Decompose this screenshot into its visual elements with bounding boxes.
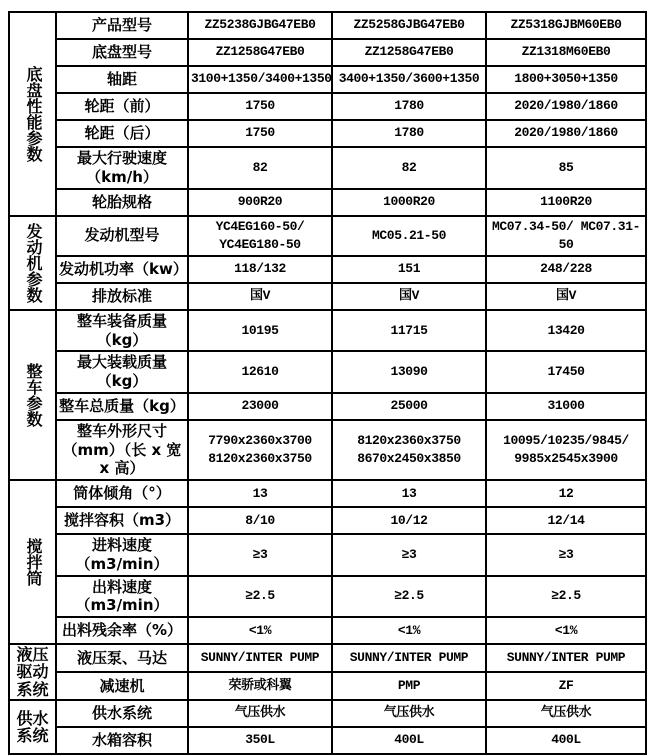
- value-cell: 17450: [486, 351, 646, 393]
- value-cell: 25000: [332, 393, 486, 420]
- row-label: 整车总质量（kg）: [56, 393, 188, 420]
- value-cell: ≥3: [188, 534, 332, 576]
- spec-row: [9, 393, 646, 420]
- spec-row: [9, 507, 646, 534]
- value-cell: 12/14: [486, 507, 646, 534]
- row-label: 减速机: [56, 672, 188, 700]
- spec-row: [9, 700, 646, 727]
- spec-row: [9, 256, 646, 283]
- value-cell: SUNNY/INTER PUMP: [188, 644, 332, 672]
- value-cell: 13: [188, 480, 332, 507]
- spec-row: [9, 66, 646, 93]
- value-cell: 118/132: [188, 256, 332, 283]
- row-label: 水箱容积: [56, 727, 188, 754]
- value-cell: 10/12: [332, 507, 486, 534]
- value-cell: 国V: [188, 283, 332, 310]
- row-label: 整车装备质量（kg）: [56, 310, 188, 352]
- row-label: 产品型号: [56, 12, 188, 39]
- row-label: 发动机功率（kw）: [56, 256, 188, 283]
- value-cell: 8120x2360x3750 8670x2450x3850: [332, 420, 486, 480]
- value-cell: MC07.34-50/ MC07.31-50: [486, 216, 646, 256]
- value-cell: ≥3: [486, 534, 646, 576]
- group-water-label: 供水系统: [16, 708, 49, 745]
- value-cell: 10095/10235/9845/ 9985x2545x3900: [486, 420, 646, 480]
- spec-row: [9, 480, 646, 507]
- value-cell: 2020/1980/1860: [486, 120, 646, 147]
- spec-row: [9, 147, 646, 189]
- value-cell: 31000: [486, 393, 646, 420]
- spec-row: [9, 351, 646, 393]
- value-cell: ZZ5318GJBM60EB0: [486, 12, 646, 39]
- group-water-cell: [9, 700, 56, 754]
- value-cell: 气压供水: [486, 700, 646, 727]
- spec-row: [9, 120, 646, 147]
- value-cell: 13420: [486, 310, 646, 352]
- spec-row: [9, 93, 646, 120]
- value-cell: 151: [332, 256, 486, 283]
- row-label: 轮距（前）: [56, 93, 188, 120]
- spec-row: [9, 576, 646, 618]
- value-cell: ZZ5258GJBG47EB0: [332, 12, 486, 39]
- value-cell: ZZ1258G47EB0: [188, 39, 332, 66]
- value-cell: 11715: [332, 310, 486, 352]
- value-cell: ZZ1318M60EB0: [486, 39, 646, 66]
- value-cell: 1780: [332, 93, 486, 120]
- value-cell: SUNNY/INTER PUMP: [332, 644, 486, 672]
- value-cell: <1%: [188, 617, 332, 644]
- value-cell: 气压供水: [188, 700, 332, 727]
- value-cell: 1800+3050+1350: [486, 66, 646, 93]
- spec-row: [9, 420, 646, 480]
- group-engine-cell: [9, 216, 56, 310]
- group-vehicle-label: 整车参数: [23, 363, 43, 427]
- group-chassis-cell: [9, 12, 56, 216]
- value-cell: 10195: [188, 310, 332, 352]
- value-cell: 国V: [486, 283, 646, 310]
- value-cell: ZZ1258G47EB0: [332, 39, 486, 66]
- row-label: 发动机型号: [56, 216, 188, 256]
- group-chassis-label: 底盘性能参数: [23, 65, 43, 162]
- value-cell: 85: [486, 147, 646, 189]
- spec-row: [9, 672, 646, 700]
- row-label: 最大装载质量（kg）: [56, 351, 188, 393]
- value-cell: ≥2.5: [486, 576, 646, 618]
- spec-row: [9, 727, 646, 754]
- row-label: 搅拌容积（m3）: [56, 507, 188, 534]
- value-cell: 82: [332, 147, 486, 189]
- row-label: 底盘型号: [56, 39, 188, 66]
- value-cell: 1780: [332, 120, 486, 147]
- value-cell: 7790x2360x3700 8120x2360x3750: [188, 420, 332, 480]
- value-cell: 气压供水: [332, 700, 486, 727]
- value-cell: 400L: [332, 727, 486, 754]
- value-cell: <1%: [486, 617, 646, 644]
- spec-row: [9, 283, 646, 310]
- row-label: 筒体倾角（°）: [56, 480, 188, 507]
- value-cell: 23000: [188, 393, 332, 420]
- value-cell: YC4EG160-50/ YC4EG180-50: [188, 216, 332, 256]
- spec-row: [9, 216, 646, 256]
- group-vehicle-cell: [9, 310, 56, 480]
- spec-row: [9, 310, 646, 352]
- group-drum-cell: [9, 480, 56, 644]
- value-cell: ZF: [486, 672, 646, 700]
- group-hydraulic-label: 液压驱动系统: [16, 645, 49, 699]
- value-cell: ≥3: [332, 534, 486, 576]
- group-drum-label: 搅拌筒: [23, 538, 43, 587]
- value-cell: 2020/1980/1860: [486, 93, 646, 120]
- value-cell: 82: [188, 147, 332, 189]
- value-cell: 1750: [188, 93, 332, 120]
- row-label: 液压泵、马达: [56, 644, 188, 672]
- value-cell: 13090: [332, 351, 486, 393]
- group-hydraulic-cell: [9, 644, 56, 700]
- spec-row: [9, 534, 646, 576]
- value-cell: ≥2.5: [332, 576, 486, 618]
- value-cell: PMP: [332, 672, 486, 700]
- value-cell: 8/10: [188, 507, 332, 534]
- group-engine-label: 发动机参数: [23, 222, 43, 303]
- row-label: 轴距: [56, 66, 188, 93]
- row-label: 整车外形尺寸（mm）（长 x 宽 x 高）: [56, 420, 188, 480]
- value-cell: 1750: [188, 120, 332, 147]
- spec-row: [9, 644, 646, 672]
- value-cell: 3100+1350/3400+1350: [188, 66, 332, 93]
- value-cell: 1100R20: [486, 189, 646, 216]
- value-cell: 248/228: [486, 256, 646, 283]
- row-label: 最大行驶速度（km/h）: [56, 147, 188, 189]
- row-label: 进料速度（m3/min）: [56, 534, 188, 576]
- value-cell: 荣骄或科翼: [188, 672, 332, 700]
- value-cell: 国V: [332, 283, 486, 310]
- value-cell: MC05.21-50: [332, 216, 486, 256]
- value-cell: ≥2.5: [188, 576, 332, 618]
- value-cell: 1000R20: [332, 189, 486, 216]
- spec-row: [9, 617, 646, 644]
- value-cell: 12: [486, 480, 646, 507]
- value-cell: <1%: [332, 617, 486, 644]
- value-cell: 350L: [188, 727, 332, 754]
- spec-row: [9, 39, 646, 66]
- value-cell: ZZ5238GJBG47EB0: [188, 12, 332, 39]
- row-label: 轮距（后）: [56, 120, 188, 147]
- row-label: 供水系统: [56, 700, 188, 727]
- row-label: 出料速度（m3/min）: [56, 576, 188, 618]
- value-cell: 900R20: [188, 189, 332, 216]
- value-cell: SUNNY/INTER PUMP: [486, 644, 646, 672]
- row-label: 排放标准: [56, 283, 188, 310]
- spec-row: [9, 189, 646, 216]
- spec-table: [8, 11, 647, 755]
- value-cell: 13: [332, 480, 486, 507]
- spec-row: [9, 12, 646, 39]
- value-cell: 12610: [188, 351, 332, 393]
- row-label: 轮胎规格: [56, 189, 188, 216]
- value-cell: 3400+1350/3600+1350: [332, 66, 486, 93]
- row-label: 出料残余率（%）: [56, 617, 188, 644]
- value-cell: 400L: [486, 727, 646, 754]
